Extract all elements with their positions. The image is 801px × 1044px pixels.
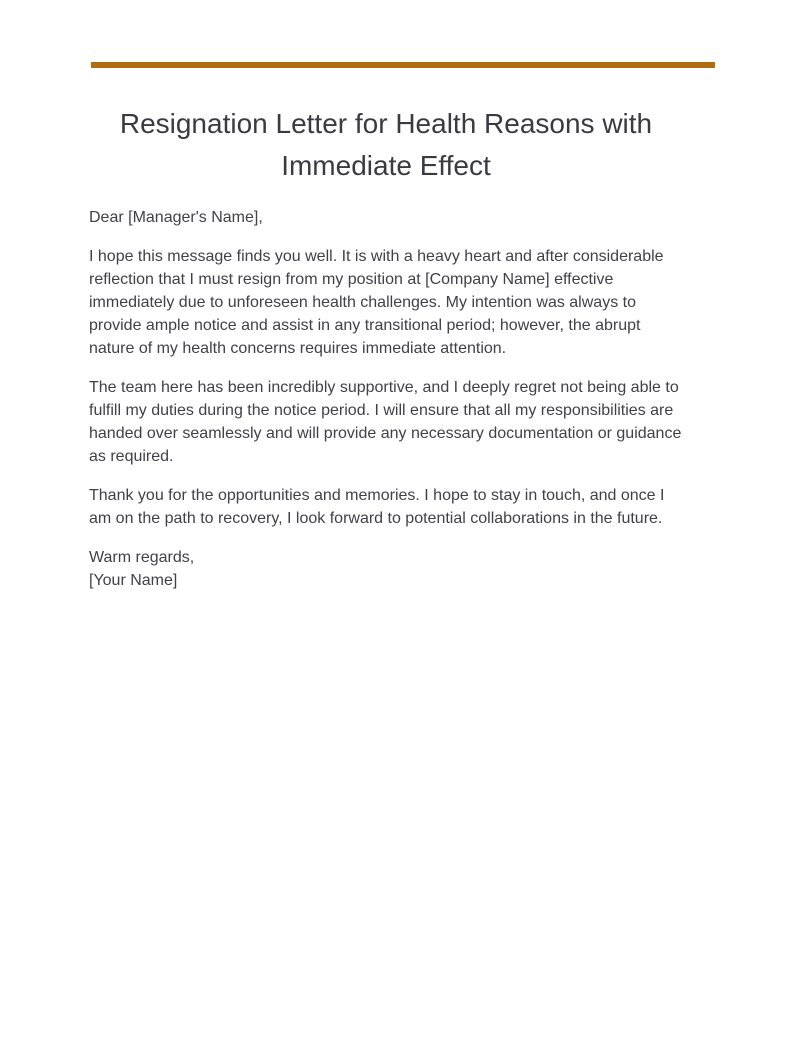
paragraph-2: The team here has been incredibly supportive, and I deeply regret not being able to fulfill my duties during the notice period. I will ensure that all my responsibilities are handed over seamlessly and will provide any necessary documentation or guidance as required. xyxy=(89,379,682,465)
letter-body xyxy=(89,206,689,592)
paragraph-3: Thank you for the opportunities and memories. I hope to stay in touch, and once I am on the path to recovery, I look forward to potential collaborations in the future. xyxy=(89,487,665,527)
sign-off xyxy=(89,546,689,592)
document-title: Resignation Letter for Health Reasons with Immediate Effect xyxy=(119,108,653,181)
signature: [Your Name] xyxy=(89,572,178,589)
salutation: Dear [Manager's Name], xyxy=(89,209,263,226)
closing: Warm regards, xyxy=(89,549,195,566)
accent-divider xyxy=(91,62,715,68)
paragraph-1: I hope this message finds you well. It is with a heavy heart and after considerable reflection that I must resign from my position at [Company Name] effective immediately due to unforeseen health challenges. My intention was always to provide ample notice and assist in any transitional period; however, the abrupt nature of my health concerns requires immediate attention. xyxy=(89,248,664,357)
